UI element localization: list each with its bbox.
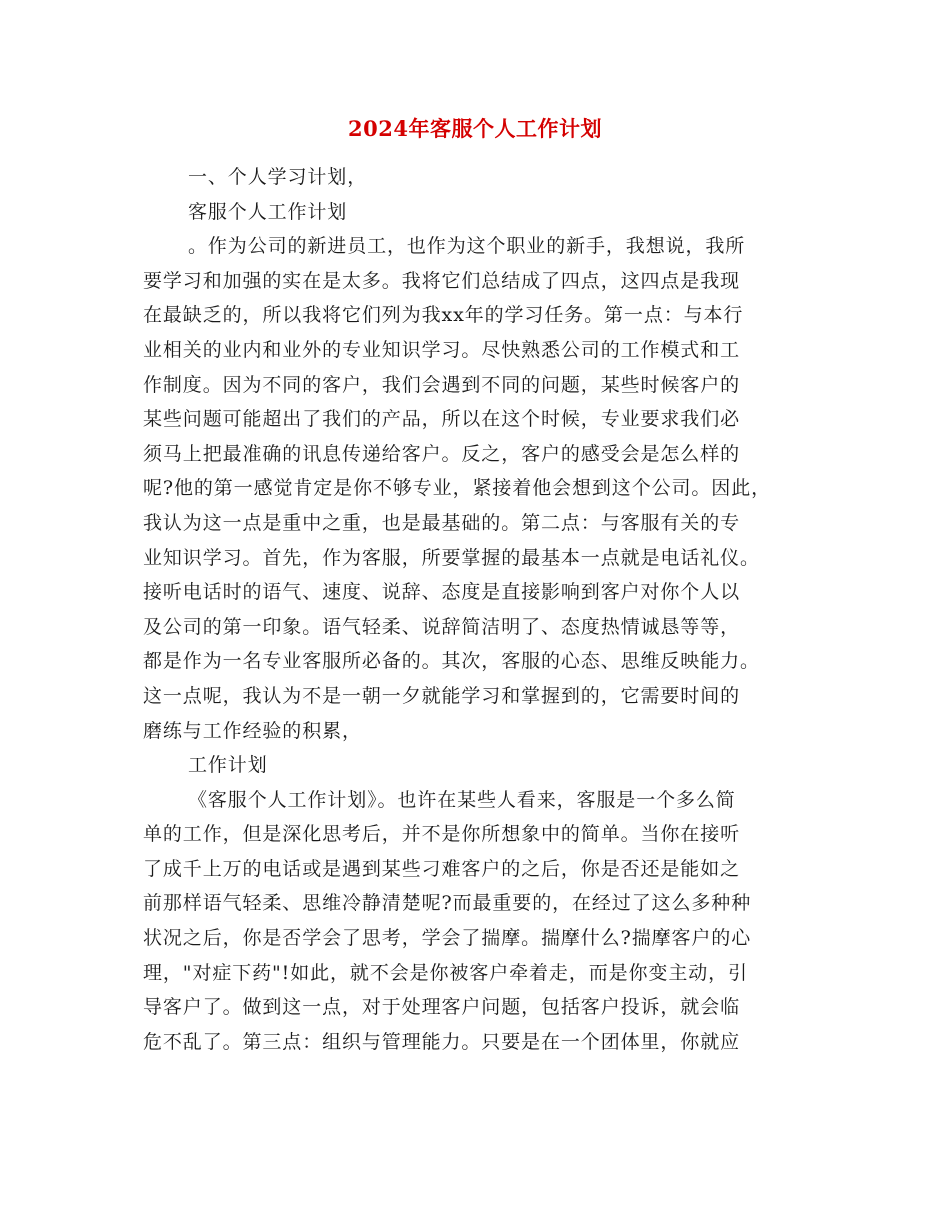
text-line: 前那样语气轻柔、思维冷静清楚呢?而最重要的，在经过了这么多种种 — [143, 892, 752, 915]
text-line: 业知识学习。首先，作为客服，所要掌握的最基本一点就是电话礼仪。 — [143, 546, 760, 569]
text-line: 理，"对症下药"!如此，就不会是你被客户牵着走，而是你变主动，引 — [143, 961, 748, 984]
text-line: 作制度。因为不同的客户，我们会遇到不同的问题，某些时候客户的 — [143, 373, 741, 396]
text-line: 都是作为一名专业客服所必备的。其次，客服的心态、思维反映能力。 — [143, 650, 760, 673]
text-line: 须马上把最准确的讯息传递给客户。反之，客户的感受会是怎么样的 — [143, 442, 741, 465]
text-line: 磨练与工作经验的积累， — [143, 719, 362, 742]
text-line: 单的工作，但是深化思考后，并不是你所想象中的简单。当你在接听 — [143, 823, 741, 846]
document-body — [143, 160, 823, 1059]
text-line: 及公司的第一印象。语气轻柔、说辞简洁明了、态度热情诚恳等等， — [143, 615, 741, 638]
text-line: 接听电话时的语气、速度、说辞、态度是直接影响到客户对你个人以 — [143, 581, 741, 604]
text-line: 工作计划 — [188, 754, 268, 777]
text-line: 危不乱了。第三点：组织与管理能力。只要是在一个团体里，你就应 — [143, 1030, 741, 1053]
text-line: 《客服个人工作计划》。也许在某些人看来，客服是一个多么简 — [188, 788, 736, 811]
text-line: 在最缺乏的，所以我将它们列为我xx年的学习任务。第一点：与本行 — [143, 304, 744, 327]
text-line: 。作为公司的新进员工，也作为这个职业的新手，我想说，我所 — [188, 235, 746, 258]
document-title: 2024年客服个人工作计划 — [348, 116, 602, 141]
text-line: 要学习和加强的实在是太多。我将它们总结成了四点，这四点是我现 — [143, 269, 741, 292]
text-line: 导客户了。做到这一点，对于处理客户问题，包括客户投诉，就会临 — [143, 996, 741, 1019]
text-line: 一、个人学习计划， — [188, 166, 368, 188]
text-line: 了成千上万的电话或是遇到某些刁难客户的之后，你是否还是能如之 — [143, 857, 741, 880]
text-line: 呢?他的第一感觉肯定是你不够专业，紧接着他会想到这个公司。因此， — [143, 477, 771, 500]
text-line: 业相关的业内和业外的专业知识学习。尽快熟悉公司的工作模式和工 — [143, 338, 741, 361]
text-line: 这一点呢，我认为不是一朝一夕就能学习和掌握到的，它需要时间的 — [143, 684, 741, 707]
text-line: 我认为这一点是重中之重，也是最基础的。第二点：与客服有关的专 — [143, 511, 741, 534]
text-line: 客服个人工作计划 — [188, 200, 348, 223]
text-line: 某些问题可能超出了我们的产品，所以在这个时候，专业要求我们必 — [143, 408, 741, 431]
text-line: 状况之后，你是否学会了思考，学会了揣摩。揣摩什么?揣摩客户的心 — [143, 927, 752, 950]
